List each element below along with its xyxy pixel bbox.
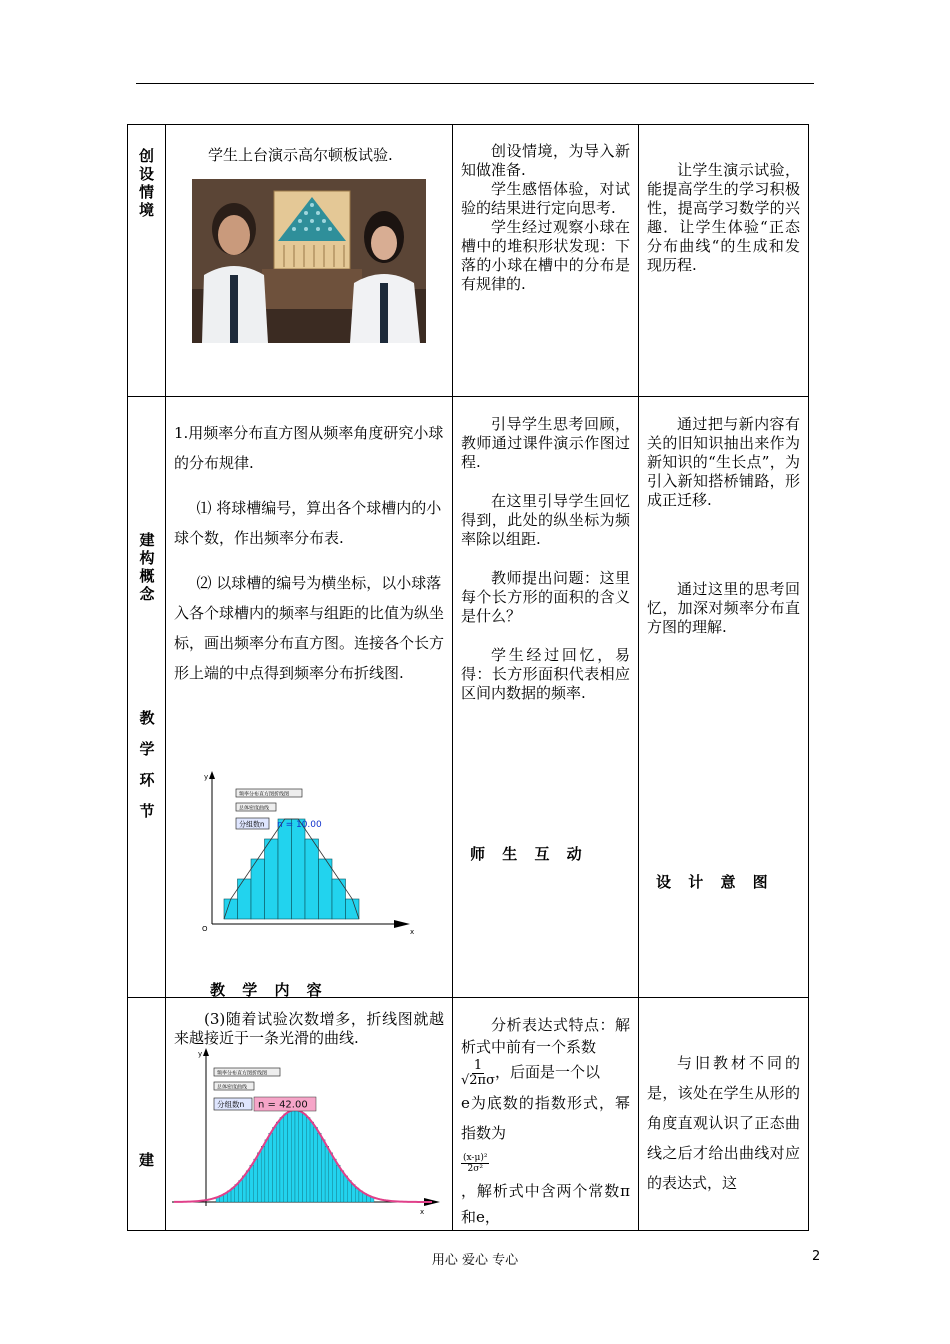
histogram-bar <box>305 839 319 919</box>
histogram-bar <box>299 1111 303 1202</box>
interaction-text: 学生感悟体验，对试验的结果进行定向思考. <box>461 180 630 217</box>
histogram-bar <box>265 839 279 919</box>
histogram-bar <box>325 1146 329 1202</box>
histogram-bar <box>287 1111 291 1202</box>
chart-button[interactable] <box>214 1098 252 1110</box>
histogram-bar <box>250 1165 254 1202</box>
intent-cell <box>639 125 809 397</box>
intent-cell <box>639 998 809 1231</box>
content-text: ⑴ 将球槽编号，算出各个球槽内的小球个数，作出频率分布表. <box>174 499 442 547</box>
histogram-bar <box>246 1171 250 1202</box>
svg-text:频率分布直方图折线图: 频率分布直方图折线图 <box>217 1070 268 1077</box>
lesson-table <box>127 124 809 1231</box>
histogram-bar <box>278 819 292 919</box>
histogram-bar <box>292 819 306 919</box>
chart-button[interactable] <box>214 1068 280 1077</box>
column-header-intent: 设 计 意 图 <box>656 873 774 891</box>
interaction-text: 在这里引导学生回忆得到，此处的纵坐标为频率除以组距. <box>461 492 630 548</box>
chart-value: n = 10.00 <box>277 820 322 830</box>
row-label: 创设情境 <box>138 147 154 219</box>
histogram-chart <box>182 769 415 944</box>
page-number: 2 <box>812 1249 821 1264</box>
interaction-text: 分析表达式特点：解析式中前有一个系数 <box>461 1016 630 1056</box>
content-text: (3)随着试验次数增多，折线图就越来越接近于一条光滑的曲线. <box>174 1010 444 1047</box>
axis-x-label: x <box>410 928 415 936</box>
histogram-bar <box>340 1171 344 1202</box>
histogram-bar <box>310 1122 314 1202</box>
row-label: 建 <box>138 1151 154 1169</box>
content-cell <box>166 125 453 397</box>
histogram-bar <box>344 1176 348 1202</box>
intent-cell <box>639 397 809 998</box>
content-cell <box>166 397 453 998</box>
chart-value: n = 42.00 <box>258 1099 308 1111</box>
histogram-bar <box>319 859 333 919</box>
svg-text:总体密度曲线: 总体密度曲线 <box>239 805 270 812</box>
density-curve-chart <box>170 1046 448 1216</box>
histogram-bar <box>336 1165 340 1202</box>
histogram-bar <box>284 1114 288 1202</box>
histogram-bar <box>333 1159 337 1202</box>
interaction-cell <box>453 998 639 1231</box>
interaction-cell <box>453 397 639 998</box>
row-build-concept <box>128 397 809 998</box>
histogram-bar <box>348 1180 352 1202</box>
histogram-bar <box>238 879 252 919</box>
histogram-bar <box>295 1110 299 1202</box>
histogram-bar <box>239 1180 243 1202</box>
row-create-context <box>128 125 809 397</box>
histogram-bars <box>224 819 359 919</box>
content-text: ⑵ 以球槽的编号为横坐标，以小球落入各个球槽内的频率与组距的比值为纵坐标，画出频率分布直方图。连接各个长方形上端的中点得到频率分布折线图. <box>174 574 445 682</box>
histogram-bar <box>276 1122 280 1202</box>
coefficient-fraction: $\frac{1}{√2\pi\sigma}$ <box>461 1058 495 1088</box>
histogram-bar <box>291 1110 295 1202</box>
histogram-bar <box>329 1153 333 1202</box>
histogram-bar <box>346 899 360 919</box>
histogram-bars <box>216 1110 374 1202</box>
interaction-formula-line: $\frac{1}{√2\pi\sigma}$，后面是一个以 <box>461 1058 600 1088</box>
intent-text: 通过把与新内容有关的旧知识抽出来作为新知识的“生长点”，为引入新知搭桥铺路，形成正迁移. <box>647 415 800 509</box>
interaction-text: 创设情境，为导入新知做准备. <box>461 142 630 179</box>
row-label-cell <box>128 998 166 1231</box>
histogram-bar <box>265 1140 269 1202</box>
histogram-bar <box>318 1133 322 1202</box>
content-text: 学生上台演示高尔顿板试验. <box>208 146 393 164</box>
histogram-bar <box>321 1140 325 1202</box>
row-label: 建构概念 <box>139 531 155 603</box>
row-label-cell <box>128 397 166 998</box>
row-build-continued <box>128 998 809 1231</box>
svg-text:分组数n: 分组数n <box>239 820 265 829</box>
histogram-bar <box>280 1117 284 1202</box>
chart-button[interactable] <box>236 803 276 812</box>
histogram-bar <box>251 859 265 919</box>
svg-text:x: x <box>420 1208 425 1216</box>
row-label-teaching: 教学环节 <box>139 709 155 820</box>
header-rule <box>136 83 814 84</box>
chart-button[interactable] <box>236 818 269 829</box>
histogram-bar <box>306 1117 310 1202</box>
interaction-text: 学生经过回忆，易得：长方形面积代表相应区间内数据的频率. <box>461 646 630 702</box>
interaction-formula-line <box>461 1148 630 1178</box>
histogram-bar <box>254 1159 258 1202</box>
chart-button[interactable] <box>214 1082 254 1091</box>
histogram-bar <box>303 1114 307 1202</box>
axis-y-label: y <box>204 773 209 781</box>
content-cell <box>166 998 453 1231</box>
svg-text:总体密度曲线: 总体密度曲线 <box>217 1084 248 1091</box>
histogram-bar <box>272 1127 276 1202</box>
svg-text:频率分布直方图折线图: 频率分布直方图折线图 <box>239 791 290 798</box>
intent-text: 让学生演示试验，能提高学生的学习积极性，提高学习数学的兴趣．让学生体验“正态分布曲线“的生成和发现历程. <box>647 161 800 274</box>
histogram-bar <box>332 879 346 919</box>
column-header-content: 教 学 内 容 <box>210 981 328 999</box>
histogram-bar <box>314 1127 318 1202</box>
svg-text:y: y <box>198 1050 203 1058</box>
intent-text: 与旧教材不同的是，该处在学生从形的角度直观认识了正态曲线之后才给出曲线对应的表达式，这 <box>647 1054 800 1192</box>
histogram-bar <box>261 1146 265 1202</box>
intent-text: 通过这里的思考回忆，加深对频率分布直方图的理解. <box>647 580 800 636</box>
column-header-interaction: 师 生 互 动 <box>470 845 588 863</box>
svg-text:分组数n: 分组数n <box>217 1100 245 1109</box>
page-footer: 用心 爱心 专心 <box>431 1253 519 1268</box>
galton-board-photo <box>192 179 426 343</box>
histogram-bar <box>224 899 238 919</box>
interaction-cell <box>453 125 639 397</box>
interaction-text: 引导学生思考回顾，教师通过课件演示作图过程. <box>461 415 630 471</box>
content-text: 1.用频率分布直方图从频率角度研究小球的分布规律. <box>174 424 444 472</box>
chart-button[interactable] <box>236 789 302 798</box>
histogram-bar <box>269 1133 273 1202</box>
interaction-text: e为底数的指数形式，幂指数为 <box>461 1094 630 1142</box>
origin-label: O <box>202 925 208 933</box>
row-label-cell <box>128 125 166 397</box>
interaction-text: 教师提出问题：这里每个长方形的面积的含义是什么？ <box>461 569 630 625</box>
exponent-fraction: $\frac{\text{(x-μ)²}}{\text{2σ²}}$ <box>463 1153 488 1174</box>
histogram-bar <box>242 1176 246 1202</box>
interaction-text: 学生经过观察小球在槽中的堆积形状发现：下落的小球在槽中的分布是有规律的. <box>461 218 630 293</box>
interaction-text: ，解析式中含两个常数π和e， <box>461 1182 630 1226</box>
histogram-bar <box>257 1153 261 1202</box>
